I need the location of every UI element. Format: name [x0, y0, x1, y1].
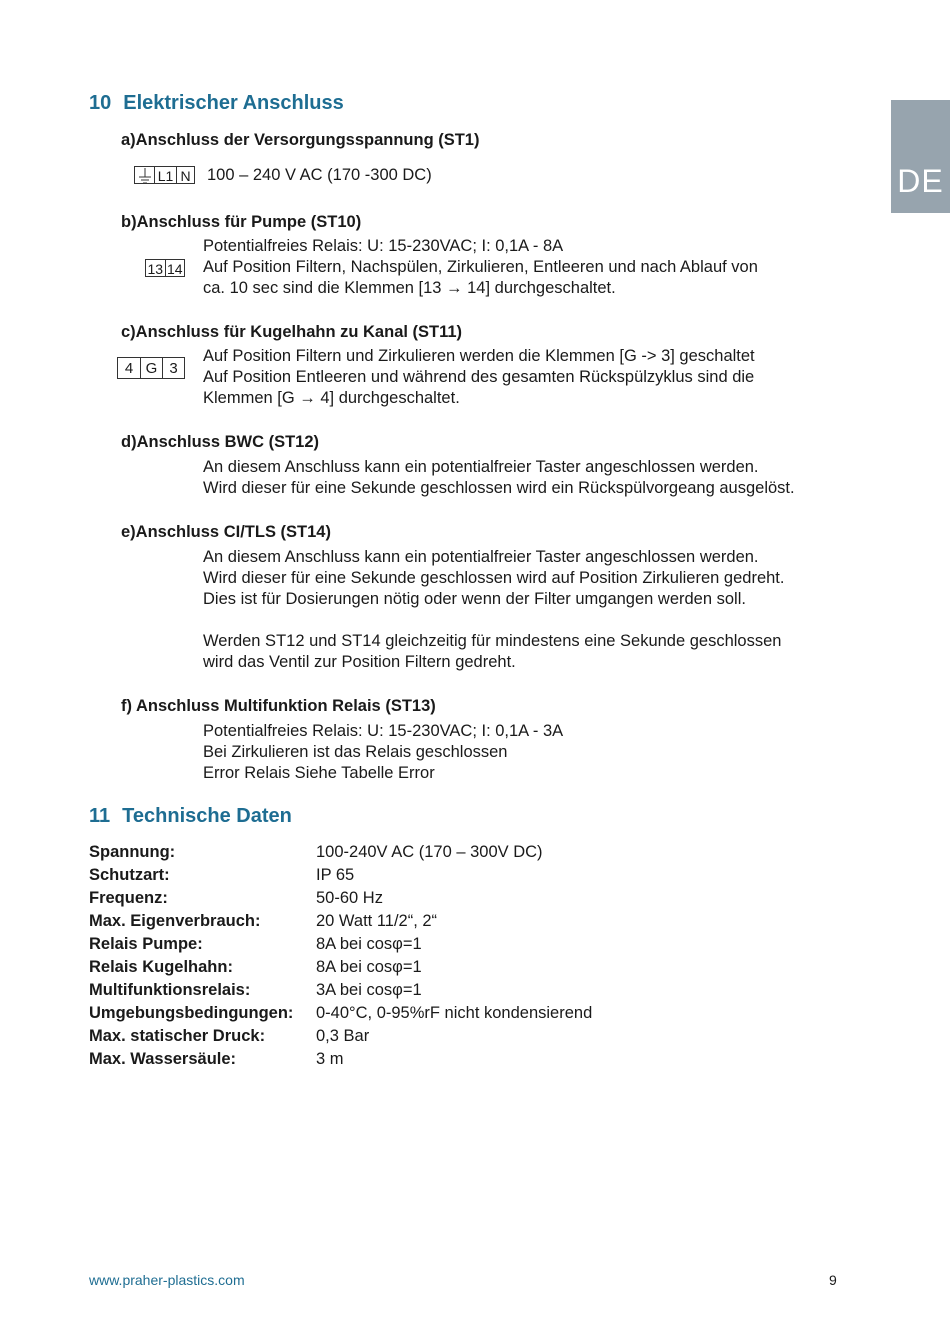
language-tab: [891, 100, 950, 213]
subsection-f-heading: f) Anschluss Multifunktion Relais (ST13): [121, 697, 436, 715]
subsection-c-heading: c)Anschluss für Kugelhahn zu Kanal (ST11): [121, 323, 463, 341]
spec-value: 8A bei cosφ=1: [316, 958, 422, 976]
subsection-e-heading: e)Anschluss CI/TLS (ST14): [121, 523, 331, 541]
text-line: ca. 10 sec sind die Klemmen [13 → 14] durchgeschaltet.: [203, 279, 616, 297]
spec-value: 100-240V AC (170 – 300V DC): [316, 843, 543, 861]
spec-label: Relais Kugelhahn:: [89, 958, 233, 976]
spec-label: Max. Wassersäule:: [89, 1050, 237, 1068]
spec-label: Frequenz:: [89, 889, 168, 907]
text-line: Dies ist für Dosierungen nötig oder wenn der Filter umgangen werden soll.: [203, 590, 746, 608]
text-line: Auf Position Filtern und Zirkulieren werden die Klemmen [G -> 3] geschaltet: [203, 347, 755, 365]
terminal-cell: 3: [169, 360, 178, 377]
website-link[interactable]: www.praher-plastics.com: [89, 1272, 245, 1288]
text-line: Error Relais Siehe Tabelle Error: [203, 764, 435, 782]
section-11-heading: [89, 806, 292, 827]
text-line: wird das Ventil zur Position Filtern gedreht.: [203, 653, 516, 671]
spec-label: Schutzart:: [89, 866, 170, 884]
section-title: Elektrischer Anschluss: [123, 92, 344, 114]
terminal-cell: 13: [146, 260, 166, 276]
subsection-c-text: [203, 346, 755, 409]
subsection-d-heading: d)Anschluss BWC (ST12): [121, 433, 320, 451]
spec-value: 3A bei cosφ=1: [316, 981, 422, 999]
page-number: 9: [829, 1272, 837, 1288]
text-line: An diesem Anschluss kann ein potentialfreier Taster angeschlossen werden.: [203, 548, 759, 566]
text-line: An diesem Anschluss kann ein potentialfreier Taster angeschlossen werden.: [203, 458, 759, 476]
terminal-cell: 14: [166, 261, 183, 277]
spec-label: Max. statischer Druck:: [89, 1027, 266, 1045]
text-line: Auf Position Filtern, Nachspülen, Zirkulieren, Entleeren und nach Ablauf von: [203, 258, 758, 276]
spec-value: 8A bei cosφ=1: [316, 935, 422, 953]
subsection-a-heading: a)Anschluss der Versorgungsspannung (ST1): [121, 131, 480, 149]
subsection-f-text: [203, 721, 563, 784]
text-line: Auf Position Entleeren und während des gesamten Rückspülzyklus sind die: [203, 368, 755, 386]
subsection-b-text: [203, 236, 758, 299]
terminal-cell: 4: [118, 358, 141, 378]
text-line: Potentialfreies Relais: U: 15-230VAC; I: 0,1A - 3A: [203, 722, 564, 740]
spec-label: Max. Eigenverbrauch:: [89, 912, 261, 930]
terminal-st10: [145, 259, 185, 277]
terminal-cell: L1: [155, 167, 177, 183]
subsection-e-text: [203, 547, 784, 610]
spec-label: Multifunktionsrelais:: [89, 981, 251, 999]
text-line: Klemmen [G → 4] durchgeschaltet.: [203, 389, 460, 407]
terminal-cell: G: [141, 358, 163, 378]
subsection-e-text-2: [203, 631, 781, 673]
spec-value: IP 65: [316, 866, 355, 884]
ground-icon: [135, 167, 155, 183]
section-number: 10: [89, 92, 112, 114]
text-line: Potentialfreies Relais: U: 15-230VAC; I: 0,1A - 8A: [203, 237, 564, 255]
spec-value: 0,3 Bar: [316, 1027, 370, 1045]
section-number: 11: [89, 805, 111, 827]
subsection-a-text: [207, 165, 432, 186]
spec-label: Umgebungsbedingungen:: [89, 1004, 294, 1022]
text-line: Werden ST12 und ST14 gleichzeitig für mindestens eine Sekunde geschlossen: [203, 632, 782, 650]
text-line: Bei Zirkulieren ist das Relais geschlossen: [203, 743, 508, 761]
subsection-d-text: [203, 457, 795, 499]
spec-value: 3 m: [316, 1050, 344, 1068]
spec-label: Relais Pumpe:: [89, 935, 203, 953]
section-title: Technische Daten: [122, 805, 292, 827]
spec-value: 50-60 Hz: [316, 889, 383, 907]
language-label: DE: [897, 163, 944, 199]
terminal-st1: [134, 166, 195, 184]
spec-value: 20 Watt 11/2“, 2“: [316, 912, 438, 930]
terminal-cell: N: [180, 168, 191, 184]
text-line: 100 – 240 V AC (170 -300 DC): [207, 166, 432, 184]
spec-label: Spannung:: [89, 843, 176, 861]
subsection-b-heading: b)Anschluss für Pumpe (ST10): [121, 213, 362, 231]
terminal-st11: [117, 357, 185, 379]
text-line: Wird dieser für eine Sekunde geschlossen wird ein Rückspülvorgeang ausgelöst.: [203, 479, 795, 497]
text-line: Wird dieser für eine Sekunde geschlossen wird auf Position Zirkulieren gedreht.: [203, 569, 785, 587]
section-10-heading: [89, 93, 344, 114]
spec-value: 0-40°C, 0-95%rF nicht kondensierend: [316, 1004, 593, 1022]
